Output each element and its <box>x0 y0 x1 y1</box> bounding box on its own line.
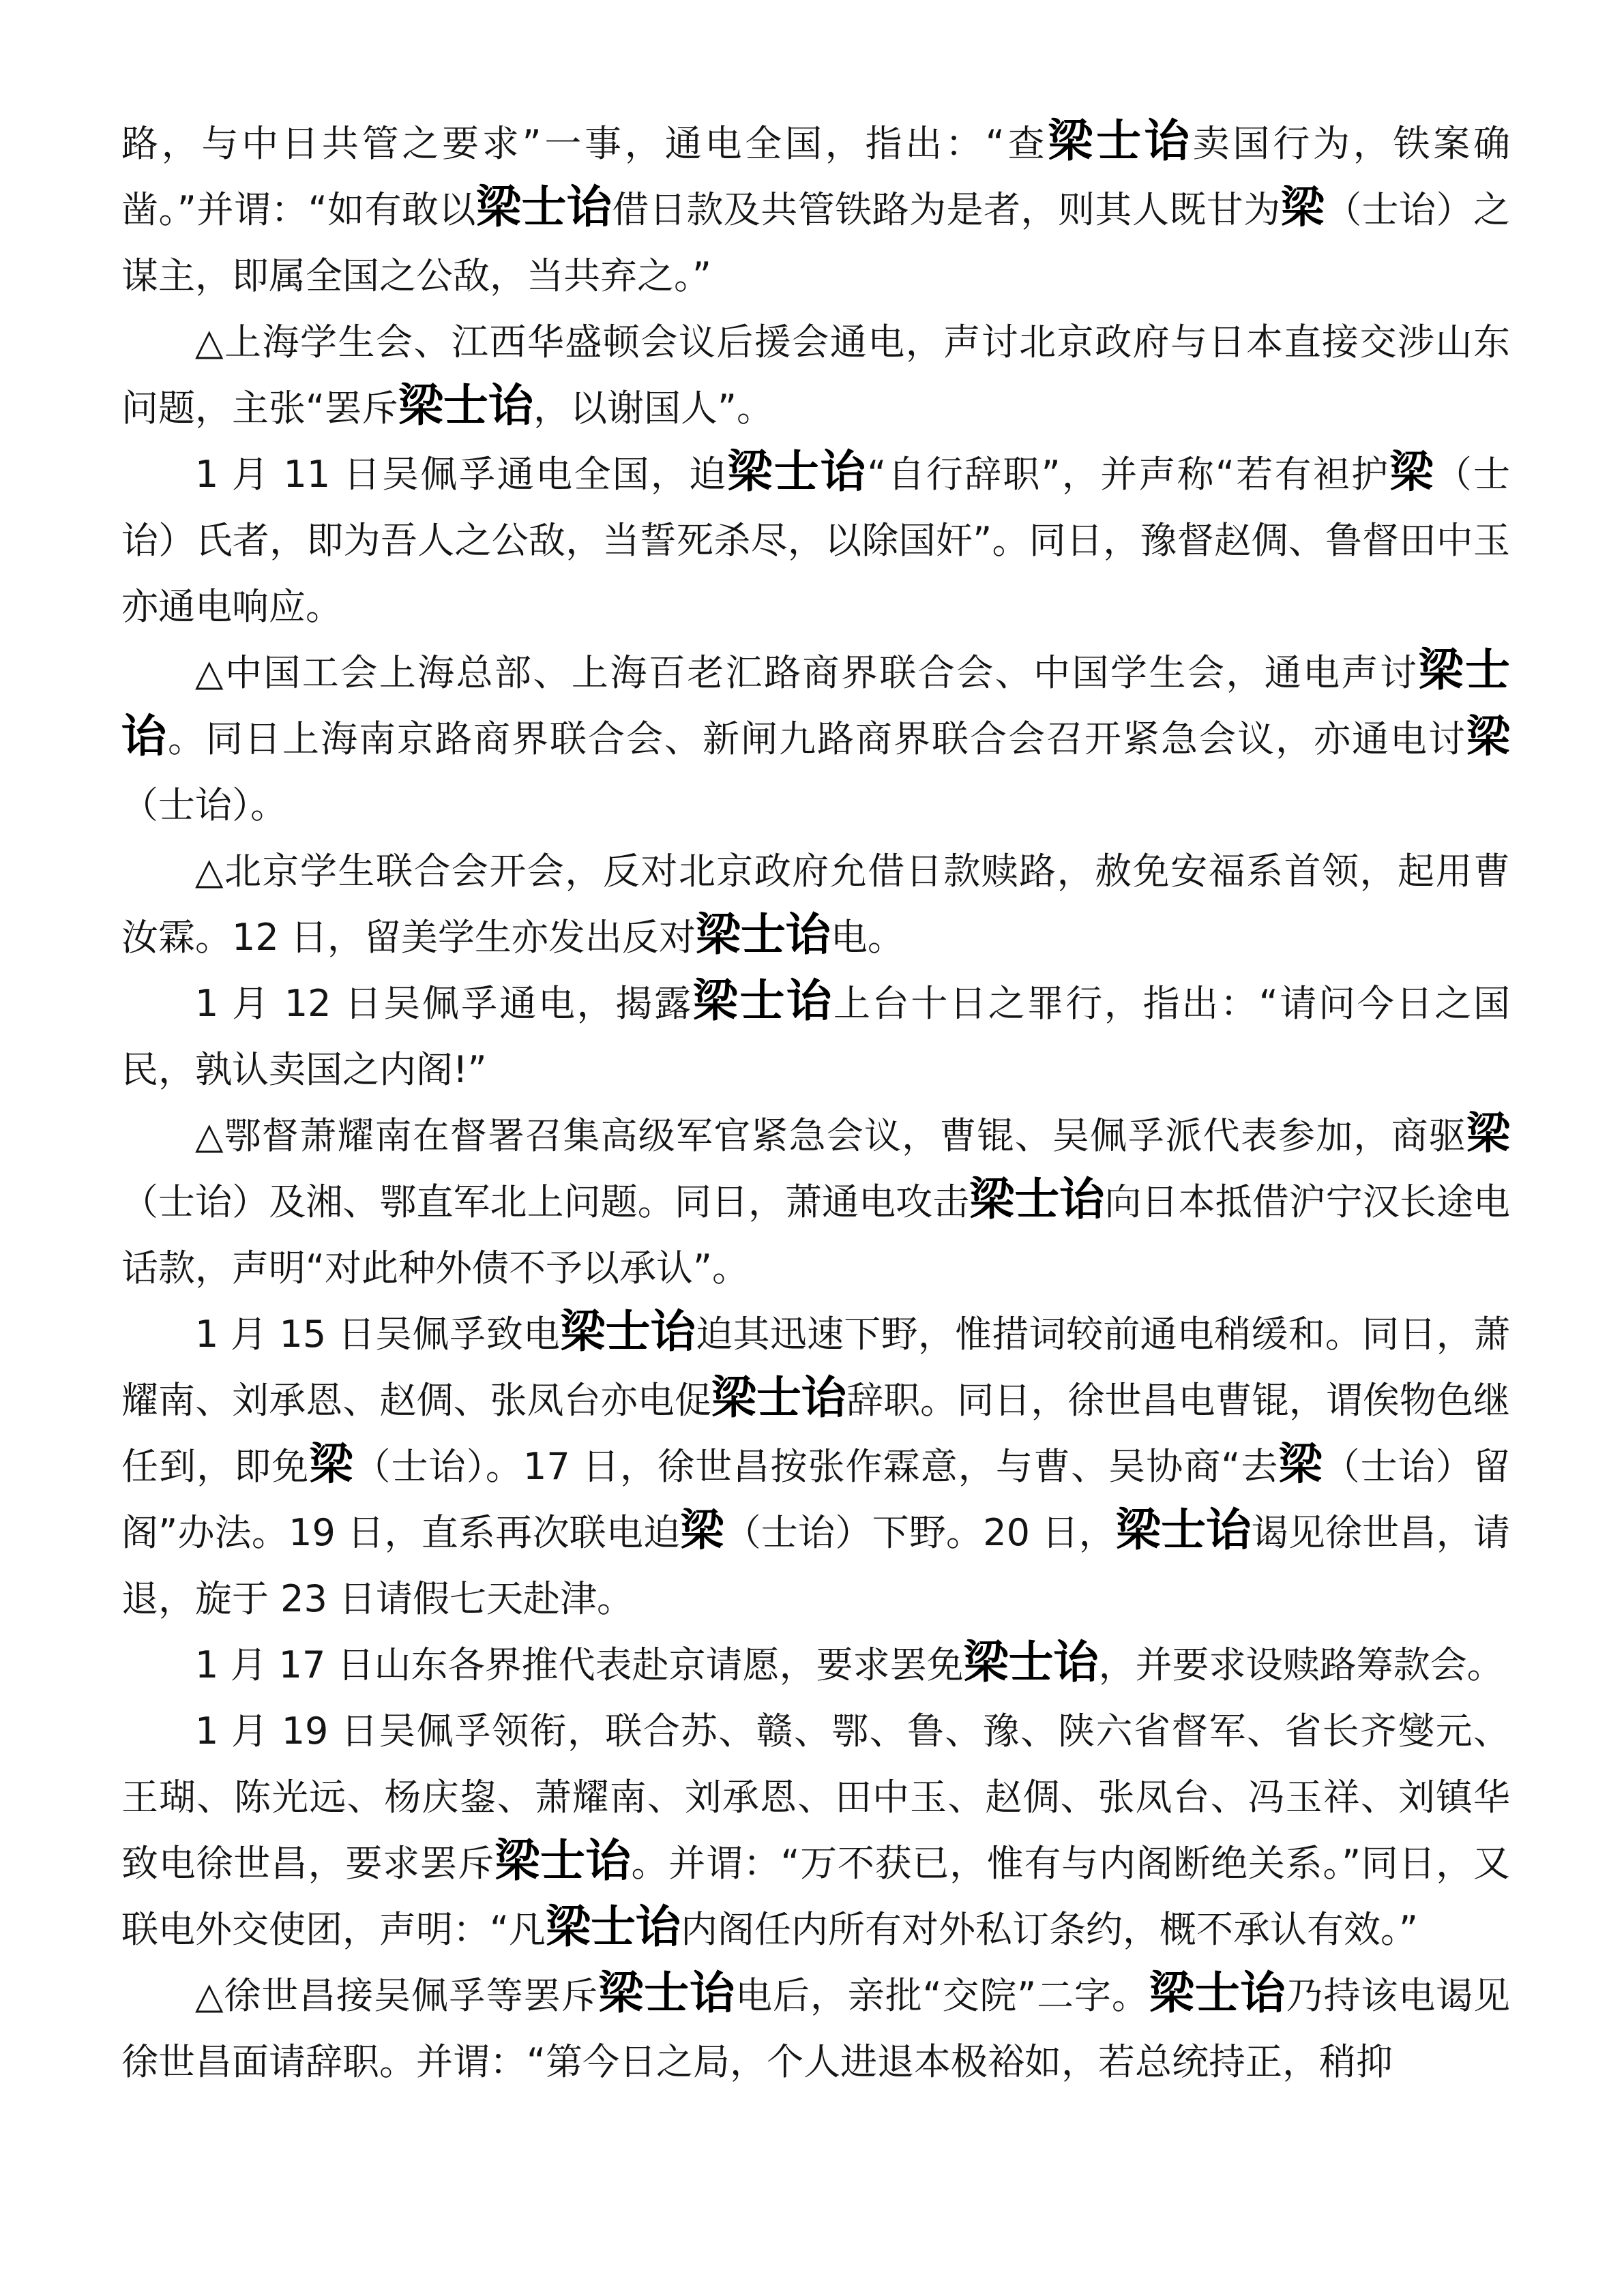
text-run: 乃持该电谒见徐世昌面请辞职。并谓：“第今日之局，个人进退本极裕如，若总统持正，稍抑 <box>121 1974 1511 2083</box>
emphasized-surname: 梁 <box>1466 1108 1510 1159</box>
paragraph <box>121 309 1510 441</box>
emphasized-name: 梁士诒 <box>969 1172 1105 1225</box>
emphasized-name: 梁士诒 <box>1149 1966 1286 2019</box>
emphasized-name: 梁士诒 <box>692 974 833 1027</box>
text-run: 。并谓：“万不获已，惟有与内阁断绝关系。”同日，又联电外交使团，声明：“凡 <box>121 1842 1511 1951</box>
text-run: （士诒）。17 日，徐世昌按张作霖意，与曹、吴协商“去 <box>353 1445 1279 1488</box>
emphasized-name: 梁士诒 <box>398 378 533 432</box>
text-run: △徐世昌接吴佩孚等罢斥 <box>195 1974 599 2017</box>
text-run: ，并要求设赎路筹款会。 <box>1098 1643 1504 1686</box>
text-run: △鄂督萧耀南在督署召集高级军官紧急会议，曹锟、吴佩孚派代表参加，商驱 <box>195 1114 1466 1157</box>
emphasized-name: 梁士诒 <box>121 643 1511 762</box>
emphasized-surname: 梁 <box>680 1505 724 1556</box>
text-run: （士诒）之谋主，即属全国之公敌，当共弃之。” <box>121 188 1511 297</box>
emphasized-surname: 梁 <box>1389 447 1435 498</box>
paragraph <box>121 1698 1510 1963</box>
paragraph <box>121 1301 1510 1632</box>
text-run: 1 月 15 日吴佩孚致电 <box>195 1313 561 1356</box>
text-run: ，以谢国人”。 <box>533 387 773 430</box>
emphasized-name: 梁士诒 <box>1115 1503 1252 1556</box>
emphasized-name: 梁士诒 <box>1048 114 1193 167</box>
text-run: （士诒）及湘、鄂直军北上问题。同日，萧通电攻击 <box>121 1180 970 1223</box>
text-run: 1 月 11 日吴佩孚通电全国，迫 <box>195 453 728 496</box>
emphasized-name: 梁士诒 <box>598 1966 736 2019</box>
emphasized-name: 梁士诒 <box>727 445 868 498</box>
text-run: （士诒）。 <box>121 784 287 826</box>
text-run: 上台十日之罪行，指出：“请问今日之国民，孰认卖国之内阁!” <box>121 982 1510 1091</box>
paragraph <box>121 640 1510 838</box>
emphasized-surname: 梁 <box>1280 182 1325 233</box>
text-run: 1 月 19 日吴佩孚领衔，联合苏、赣、鄂、鲁、豫、陕六省督军、省长齐燮元、王瑚、陈光远、杨庆鋆、萧耀南、刘承恩、田中玉、赵倜、张凤台、冯玉祥、刘镇华致电徐世昌，要求罢斥 <box>121 1710 1510 1885</box>
text-run: 电后，亲批“交院”二字。 <box>735 1974 1149 2017</box>
text-run: 电。 <box>830 916 904 959</box>
emphasized-name: 梁士诒 <box>695 908 831 961</box>
text-run: 1 月 12 日吴佩孚通电，揭露 <box>195 982 693 1025</box>
emphasized-name: 梁士诒 <box>476 180 612 233</box>
text-run: △北京学生联合会开会，反对北京政府允借日款赎路，赦免安福系首领，起用曹汝霖。12 日，留美学生亦发出反对 <box>121 850 1510 959</box>
paragraph <box>121 1103 1510 1301</box>
text-run: 向日本抵借沪宁汉长途电话款，声明“对此种外债不予以承认”。 <box>121 1180 1511 1289</box>
text-run: 卖国行为，铁案确凿。”并谓：“如有敢以 <box>121 122 1511 231</box>
text-run: 内阁任内所有对外私订条约，概不承认有效。” <box>680 1908 1418 1951</box>
text-run: △上海学生会、江西华盛顿会议后援会通电，声讨北京政府与日本直接交涉山东问题，主张“罢斥 <box>121 320 1510 430</box>
text-run: 辞职。同日，徐世昌电曹锟，谓俟物色继任到，即免 <box>121 1379 1511 1488</box>
paragraph <box>121 1963 1510 2095</box>
text-run: 谒见徐世昌，请退，旋于 23 日请假七天赴津。 <box>121 1511 1511 1620</box>
text-run: △中国工会上海总部、上海百老汇路商界联合会、中国学生会，通电声讨 <box>195 651 1419 694</box>
emphasized-name: 梁士诒 <box>560 1304 696 1358</box>
text-run: 迫其迅速下野，惟措词较前通电稍缓和。同日，萧耀南、刘承恩、赵倜、张凤台亦电促 <box>121 1313 1511 1422</box>
emphasized-name: 梁士诒 <box>711 1371 847 1424</box>
text-run: 1 月 17 日山东各界推代表赴京请愿，要求罢免 <box>195 1643 964 1686</box>
emphasized-surname: 梁 <box>1278 1439 1323 1490</box>
text-run: 借日款及共管铁路为是者，则其人既甘为 <box>612 188 1281 231</box>
paragraph <box>121 441 1510 640</box>
paragraph <box>121 970 1510 1103</box>
text-run: 。同日上海南京路商界联合会、新闸九路商界联合会召开紧急会议，亦通电讨 <box>168 717 1466 760</box>
text-run: （士诒）氏者，即为吾人之公敌，当誓死杀尽，以除国奸”。同日，豫督赵倜、鲁督田中玉亦通电响应。 <box>121 453 1510 628</box>
paragraph <box>121 1632 1510 1698</box>
text-run: 路，与中日共管之要求”一事，通电全国，指出：“查 <box>121 122 1048 165</box>
text-run: （士诒）下野。20 日， <box>724 1511 1116 1554</box>
emphasized-surname: 梁 <box>309 1439 354 1490</box>
emphasized-name: 梁士诒 <box>545 1900 681 1953</box>
emphasized-name: 梁士诒 <box>963 1635 1099 1688</box>
emphasized-surname: 梁 <box>1466 711 1510 762</box>
text-run: （士诒）留阁”办法。19 日，直系再次联电迫 <box>121 1445 1511 1554</box>
paragraph <box>121 110 1510 309</box>
paragraph <box>121 838 1510 970</box>
emphasized-name: 梁士诒 <box>494 1834 632 1887</box>
text-run: “自行辞职”，并声称“若有袒护 <box>867 453 1390 496</box>
